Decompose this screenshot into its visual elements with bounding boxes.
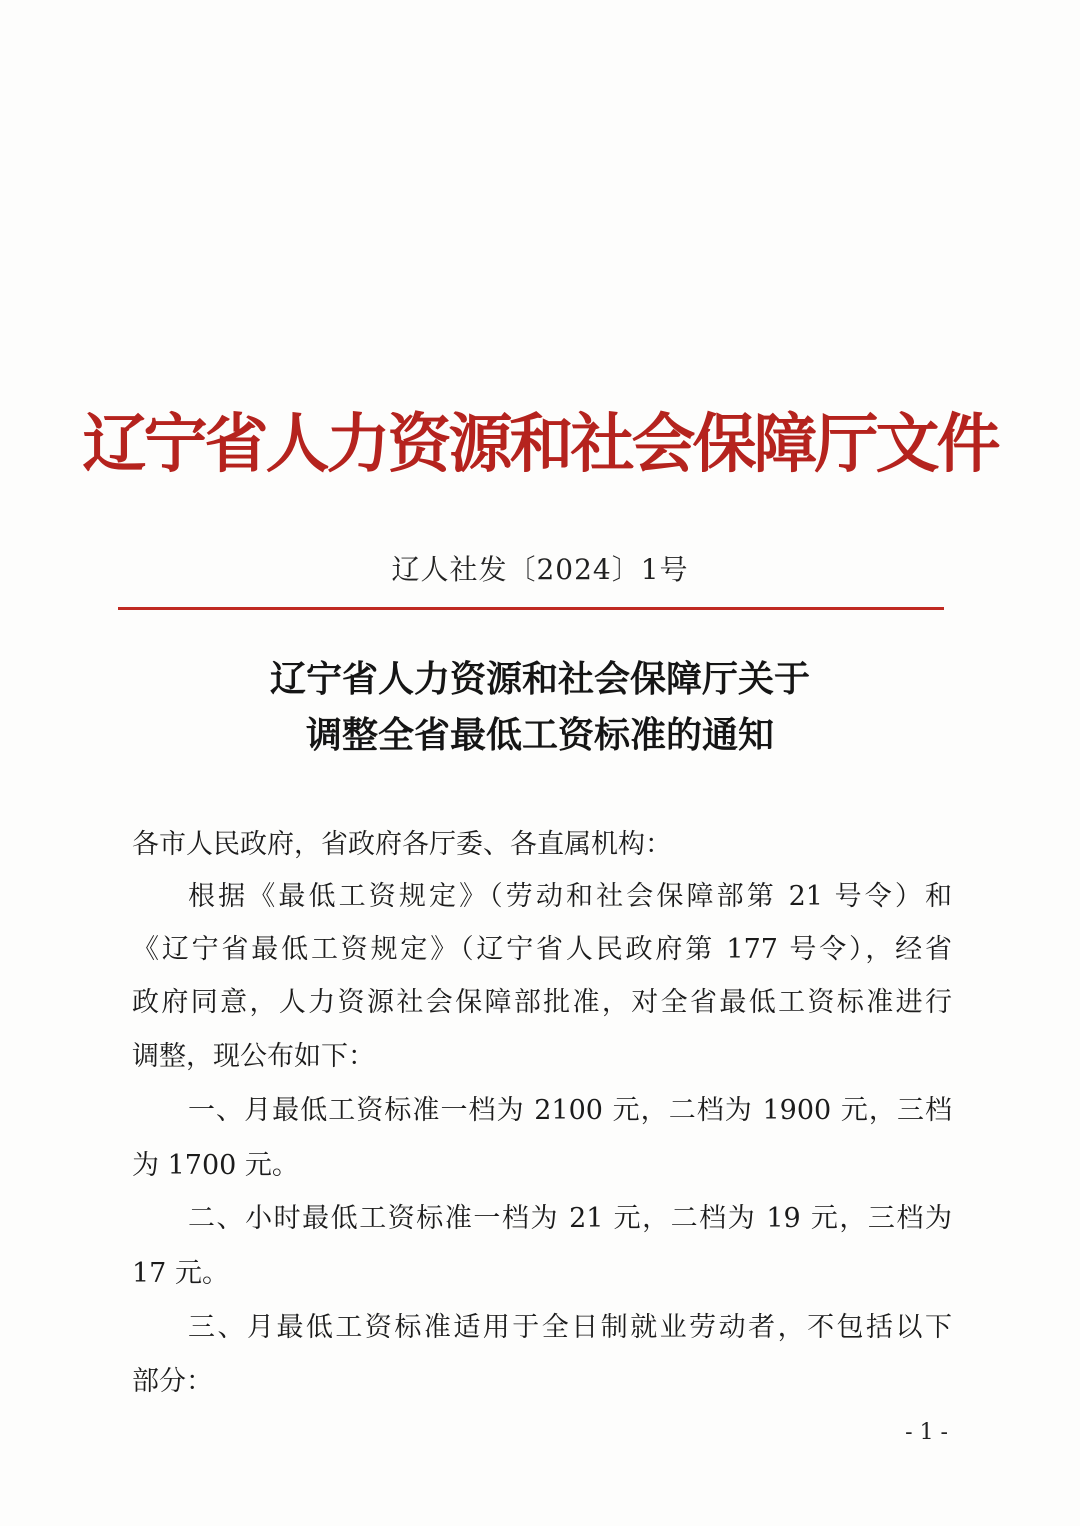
paragraph-line: 调整，现公布如下： [132,1041,375,1072]
salutation: 各市人民政府，省政府各厅委、各直属机构： [132,829,672,860]
document-title-line-1: 辽宁省人力资源和社会保障厅关于 [269,659,810,700]
document-title-line-2: 调整全省最低工资标准的通知 [305,715,774,756]
paragraph-line: 《辽宁省最低工资规定》（辽宁省人民政府第 177 号令），经省 [132,934,952,965]
paragraph-line: 根据《最低工资规定》（劳动和社会保障部第 21 号令）和 [188,881,952,912]
document-header: 辽宁省人力资源和社会保障厅文件 [82,407,998,482]
list-item-line: 一、月最低工资标准一档为 2100 元，二档为 1900 元，三档 [188,1095,952,1126]
list-item-line: 17 元。 [132,1258,229,1289]
page-number: - 1 - [905,1420,948,1445]
paragraph-line: 政府同意，人力资源社会保障部批准，对全省最低工资标准进行 [132,987,952,1018]
document-number: 辽人社发〔2024〕1号 [391,553,689,586]
list-item-line: 三、月最低工资标准适用于全日制就业劳动者，不包括以下 [188,1312,952,1343]
list-item-line: 二、小时最低工资标准一档为 21 元，二档为 19 元，三档为 [188,1203,952,1234]
list-item-line: 部分： [132,1366,213,1397]
header-divider [118,607,944,610]
list-item-line: 为 1700 元。 [132,1150,299,1181]
